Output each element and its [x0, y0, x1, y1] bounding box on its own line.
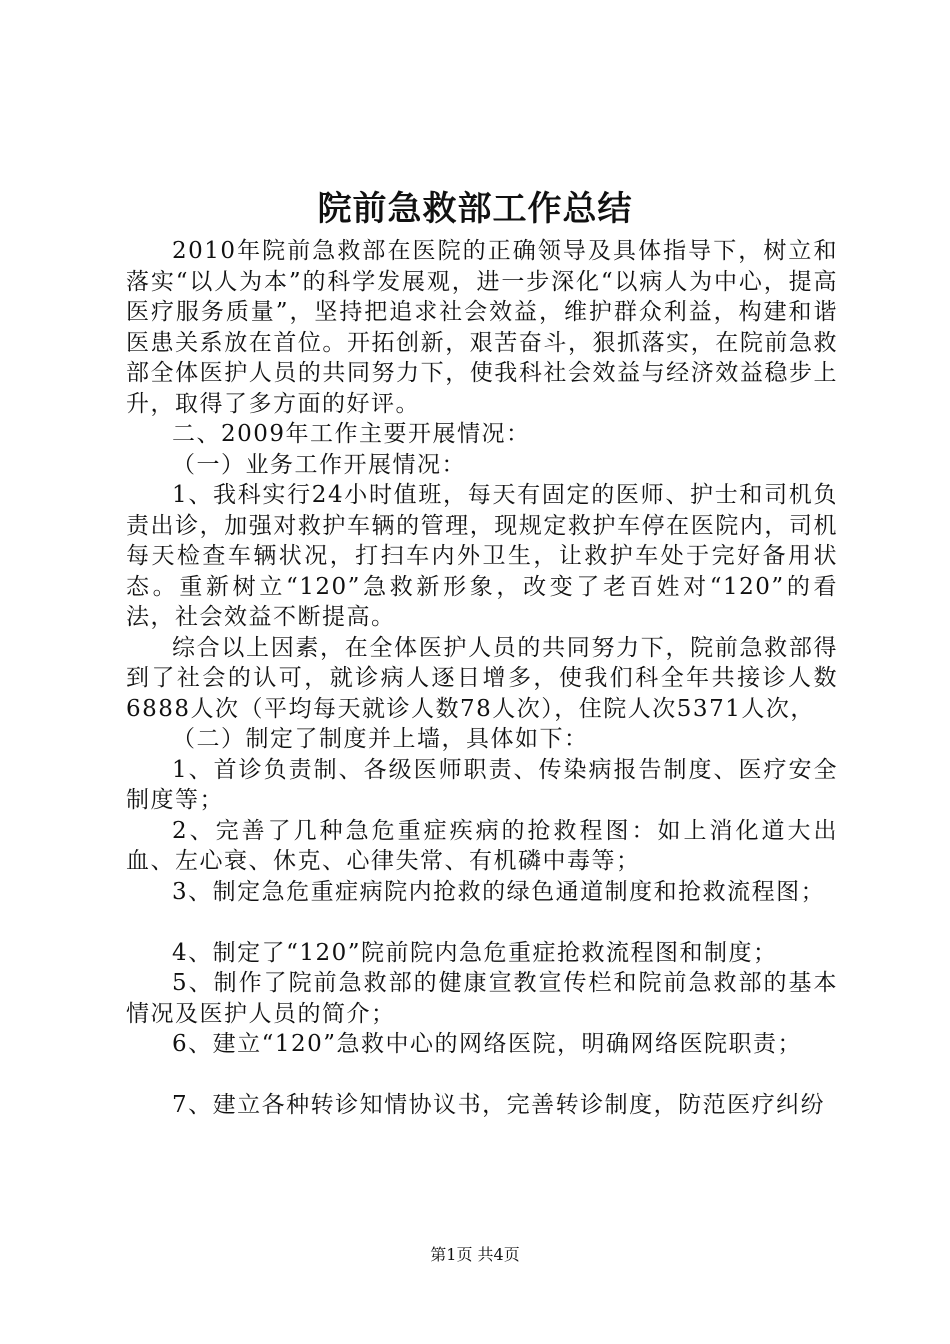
paragraph-item: 4、制定了“120”院前院内急危重症抢救流程图和制度；: [172, 939, 778, 966]
paragraph-item: 1、我科实行24小时值班，每天有固定的医师、护士和司机负责出诊，加强对救护车辆的管理，现规定救护车停在医院内，司机每天检查车辆状况，打扫车内外卫生，让救护车处于完好备用状态。重新树立“120”急救新形象，改变了老百姓对“120”的看法，社会效益不断提高。: [126, 482, 838, 630]
paragraph-section-heading: 二、2009年工作主要开展情况：: [172, 421, 531, 447]
document-body: [126, 236, 838, 1121]
paragraph-item: 1、首诊负责制、各级医师职责、传染病报告制度、医疗安全制度等；: [126, 756, 838, 813]
paragraph-item: 2、完善了几种急危重症疾病的抢救程图：如上消化道大出血、左心衰、休克、心律失常、有机磷中毒等；: [126, 817, 838, 874]
paragraph-item: 7、建立各种转诊知情协议书，完善转诊制度，防范医疗纠纷: [172, 1092, 826, 1118]
paragraph-summary: 综合以上因素，在全体医护人员的共同努力下，院前急救部得到了社会的认可，就诊病人逐日增多，使我们科全年共接诊人数6888人次（平均每天就诊人数78人次），住院人次5371人次，: [126, 634, 838, 722]
paragraph-subsection-heading-1: （一）业务工作开展情况：: [172, 451, 466, 478]
paragraph-item: 5、制作了院前急救部的健康宣教宣传栏和院前急救部的基本情况及医护人员的简介；: [126, 970, 838, 1027]
page-footer: 第1页 共4页: [430, 1245, 520, 1264]
paragraph-subsection-heading-2: （二）制定了制度并上墙，具体如下：: [172, 726, 589, 752]
paragraph-intro: 2010年院前急救部在医院的正确领导及具体指导下，树立和落实“以人为本”的科学发展观，进一步深化“以病人为中心，提高医疗服务质量”，坚持把追求社会效益，维护群众利益，构建和谐医患关系放在首位。开拓创新，艰苦奋斗，狠抓落实，在院前急救部全体医护人员的共同努力下，使我科社会效益与经济效益稳步上升，取得了多方面的好评。: [126, 238, 838, 417]
paragraph-item: 6、建立“120”急救中心的网络医院，明确网络医院职责；: [172, 1031, 803, 1057]
document-title: 院前急救部工作总结: [317, 189, 633, 229]
paragraph-item: 3、制定急危重症病院内抢救的绿色通道制度和抢救流程图；: [172, 878, 826, 905]
